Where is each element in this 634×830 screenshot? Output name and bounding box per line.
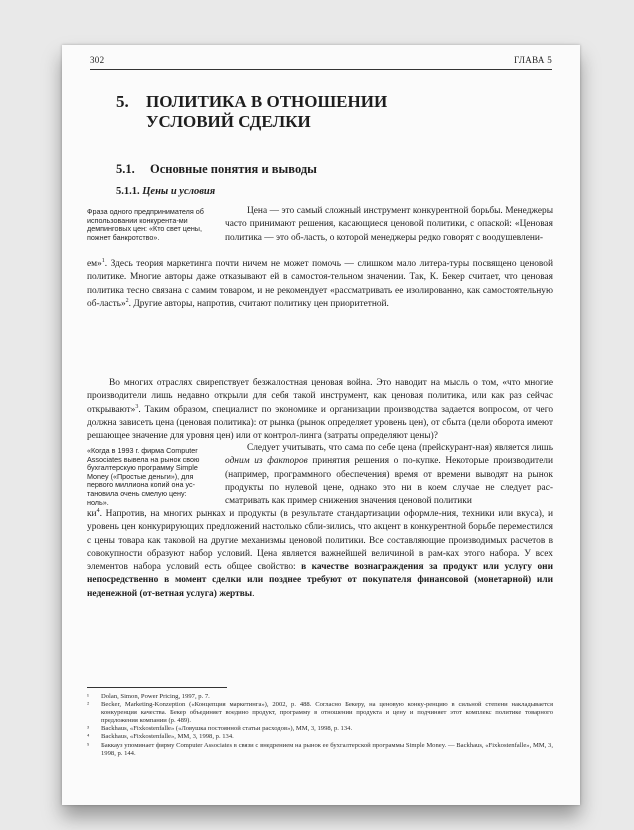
paragraph-text: Следует учитывать, что сама по себе цена (прейскурант-ная) является лишь <box>247 443 553 453</box>
footnote-text: Dolan, Simon, Power Pricing, 1997, p. 7. <box>101 693 210 700</box>
footnote-ref: 4 <box>96 507 100 514</box>
bold-text: в качестве вознаграждения за продукт или услугу они непосредственно в момент сделки или позднее требуют от покупателя финансовой (монетарной) или неденежной (от-ветная услуга) жертвы <box>87 562 553 599</box>
paragraph-text: . <box>252 588 255 599</box>
footnote-ref: 3 <box>135 403 139 410</box>
paragraph <box>225 205 553 245</box>
running-head <box>90 55 552 70</box>
footnote <box>87 742 553 758</box>
footnote <box>87 733 553 741</box>
section-title: Основные понятия и выводы <box>150 162 317 176</box>
footnote-text: Becker, Marketing-Konzeption («Концепция маркетинга»), 2002, p. 488. Согласно Бекеру, на ценовую конку-ренцию в сильной степени накладывается конкуренция качества. Бекер объединяет воедино продукт, программу в отношении продукта и цену и подчиняет этот комплекс политике товарного предложения компании (p. 489). <box>101 701 553 725</box>
footnote-number: ⁵ <box>87 741 90 749</box>
footnote-text: Баккауз упоминает фирму Computer Associates в связи с внедрением на рынок ее бухгалтерской программы Simple Money. — Backhaus, «Fixkostenfalle», MM, 3, 1998, p. 144. <box>101 741 553 757</box>
section-heading <box>116 162 317 177</box>
footnote-text: Backhaus, «Fixkostenfalle» («Ловушка постоянной статьи расходов»), MM, 3, 1998, p. 134. <box>101 725 353 733</box>
footnote <box>87 701 553 725</box>
emphasis-text: одним из факторов <box>225 456 308 467</box>
subsection-title: Цены и условия <box>142 186 216 197</box>
paragraph-text: ки <box>87 509 97 519</box>
paragraph-text: . Другие авторы, напротив, считают политику цен приоритетной. <box>128 298 389 309</box>
footnotes <box>87 693 553 758</box>
subsection-heading <box>116 186 215 197</box>
footnote-number: ¹ <box>87 693 89 700</box>
paragraph-text: принятия решения о по-купке. Некоторые производители (например, программного обеспечения) время от времени выводят на рынок продукты по нулевой цене, однако это ни в коем случае не следует рас-сматривать как пример снижения значения ценовой политики <box>225 456 553 507</box>
margin-quote: Фраза одного предпринимателя об использовании конкурента-ми демпинговых цен: «Кто свет цены, пожнет банкротство». <box>87 207 204 242</box>
chapter-running-title: ГЛАВА 5 <box>514 55 552 65</box>
footnote <box>87 725 553 733</box>
chapter-number: 5. <box>116 92 129 111</box>
footnote-number: ⁴ <box>87 733 90 741</box>
paragraph-text: . Здесь теория маркетинга почти ничем не может помочь — слишком мало литера-туры посвящено ценовой политике. Многие авторы даже отказывают ей в самостоя-тельном значении. Так, К. Бекер считает, что ценовая политика тесно связана с самим товаром, и не рекомендует «рассматривать ее изолированно, как самостоятельную об-ласть» <box>87 259 553 309</box>
chapter-title: ПОЛИТИКА В ОТНОШЕНИИ УСЛОВИЙ СДЕЛКИ <box>146 92 388 131</box>
paragraph-text: ем» <box>87 259 102 269</box>
footnote-number: ² <box>87 701 89 709</box>
paragraph-text: Цена — это самый сложный инструмент конкурентной борьбы. Менеджеры часто принимают решения, касающиеся ценовой политики, с опаской: «Ценовая политика — это об-ласть, о которой менеджеры редко говорят с воодушевлени- <box>225 206 553 243</box>
footnote-number: ³ <box>87 725 89 733</box>
subsection-number: 5.1.1. <box>116 186 140 197</box>
footnote-text: Backhaus, «Fixkostenfalle», MM, 3, 1998, p. 134. <box>101 733 234 741</box>
paragraph-text: . Таким образом, специалист по экономике и организации производства задается вопросом, от чего должна зависеть цена (ценовая политика): от рынка (рынок определяет уровень цен), от сбыта (цели оборота имеют решающее значение для уровня цен) или от контрол-линга (затраты определяют цены)? <box>87 404 553 442</box>
book-page <box>62 45 580 805</box>
margin-quote: «Когда в 1993 г. фирма Computer Associates вывела на рынок свою бухгалтерскую программу Simple Money («Простые деньги»), для первого миллиона копий она ус-тановила очень смелую цену: ноль». <box>87 446 200 507</box>
page-number: 302 <box>90 55 105 65</box>
footnote <box>87 693 553 701</box>
paragraph <box>87 508 553 601</box>
paragraph <box>87 377 553 443</box>
footnote-divider <box>87 687 227 688</box>
section-number: 5.1. <box>116 162 135 176</box>
footnote-ref: 2 <box>125 297 129 304</box>
paragraph <box>87 258 553 311</box>
paragraph-text: Во многих отраслях свирепствует безжалостная ценовая война. Это наводит на мысль о том, «что многие производители лишь недавно открыли для себя такой инструмент, как ценовая политика, или как раз сейчас открывают» <box>87 378 553 415</box>
paragraph-text: . Напротив, на многих рынках и продукты (в результате стандартизации оформле-ния, техники или вкуса), и уровень цен конкурирующих предложений настолько сбли-зились, что акцент в конкурентной борьбе переместился с цены товара как таковой на другие механизмы ценовой политики. Все составляющие производимых расчетов в совокупности образуют набор условий. Цена является важнейшей величиной в рам-ках этого набора. У всех элементов набора условий есть общее свойство: <box>87 509 553 573</box>
footnote-ref: 1 <box>101 257 105 264</box>
paragraph <box>225 442 553 508</box>
